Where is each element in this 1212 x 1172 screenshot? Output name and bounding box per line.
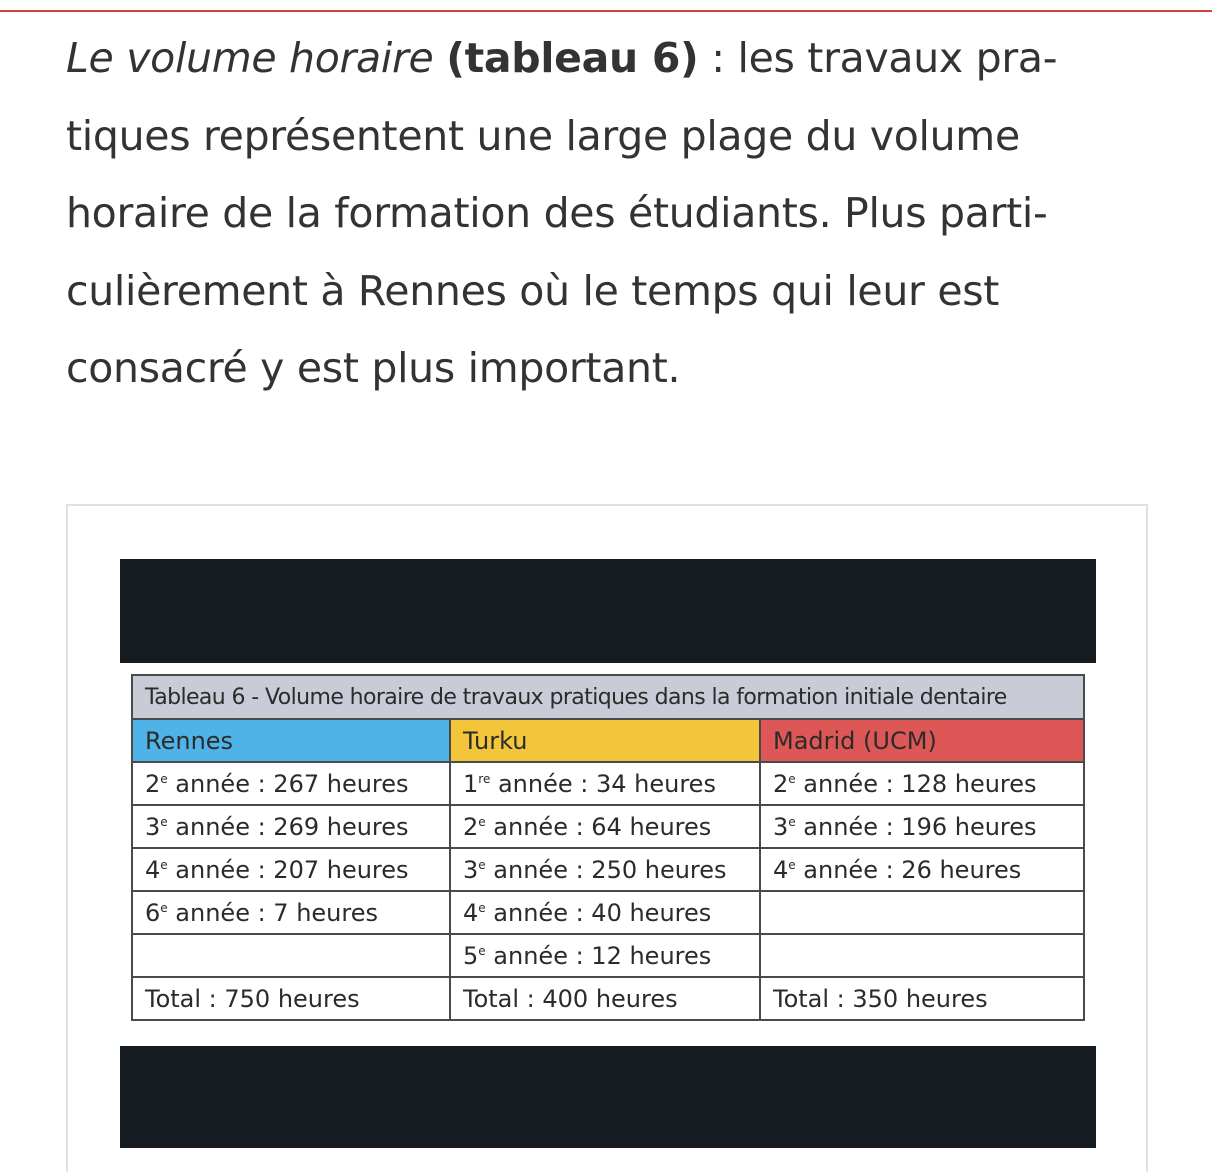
body-paragraph bbox=[66, 20, 1156, 408]
table-row bbox=[132, 805, 1084, 848]
cell-madrid bbox=[760, 934, 1084, 977]
table-header-row bbox=[132, 719, 1084, 762]
cell-rennes bbox=[132, 934, 450, 977]
cell-turku: 1re année : 34 heures bbox=[450, 762, 760, 805]
table-row bbox=[132, 934, 1084, 977]
table-reference: (tableau 6) bbox=[446, 34, 699, 82]
paragraph-line-2: tiques représentent une large plage du volume bbox=[66, 111, 1020, 160]
table-row bbox=[132, 762, 1084, 805]
cell-madrid bbox=[760, 891, 1084, 934]
term-italic: Le volume horaire bbox=[66, 34, 434, 82]
cell-rennes: 4e année : 207 heures bbox=[132, 848, 450, 891]
cell-rennes: 3e année : 269 heures bbox=[132, 805, 450, 848]
cell-madrid: 4e année : 26 heures bbox=[760, 848, 1084, 891]
top-divider bbox=[0, 10, 1212, 12]
cell-turku: 3e année : 250 heures bbox=[450, 848, 760, 891]
total-rennes: Total : 750 heures bbox=[132, 977, 450, 1020]
total-madrid: Total : 350 heures bbox=[760, 977, 1084, 1020]
header-rennes: Rennes bbox=[132, 719, 450, 762]
paragraph-line-3: horaire de la formation des étudiants. Plus parti- bbox=[66, 189, 1048, 237]
figure-top-band bbox=[120, 559, 1096, 663]
table-caption: Tableau 6 - Volume horaire de travaux pratiques dans la formation initiale dentaire bbox=[131, 674, 1085, 718]
cell-turku: 2e année : 64 heures bbox=[450, 805, 760, 848]
cell-turku: 4e année : 40 heures bbox=[450, 891, 760, 934]
table-row bbox=[132, 848, 1084, 891]
figure-bottom-band bbox=[120, 1046, 1096, 1148]
table-row bbox=[132, 891, 1084, 934]
header-madrid: Madrid (UCM) bbox=[760, 719, 1084, 762]
cell-turku: 5e année : 12 heures bbox=[450, 934, 760, 977]
paragraph-line-4: culièrement à Rennes où le temps qui leur est bbox=[66, 266, 1000, 315]
cell-madrid: 3e année : 196 heures bbox=[760, 805, 1084, 848]
paragraph-line-1 bbox=[66, 20, 1156, 98]
cell-madrid: 2e année : 128 heures bbox=[760, 762, 1084, 805]
table-total-row bbox=[132, 977, 1084, 1020]
hours-table bbox=[131, 674, 1085, 1021]
cell-rennes: 2e année : 267 heures bbox=[132, 762, 450, 805]
paragraph-line-5: consacré y est plus important. bbox=[66, 344, 681, 392]
cell-rennes: 6e année : 7 heures bbox=[132, 891, 450, 934]
header-turku: Turku bbox=[450, 719, 760, 762]
paragraph-line-1-rest: : les travaux pra- bbox=[698, 34, 1058, 82]
total-turku: Total : 400 heures bbox=[450, 977, 760, 1020]
